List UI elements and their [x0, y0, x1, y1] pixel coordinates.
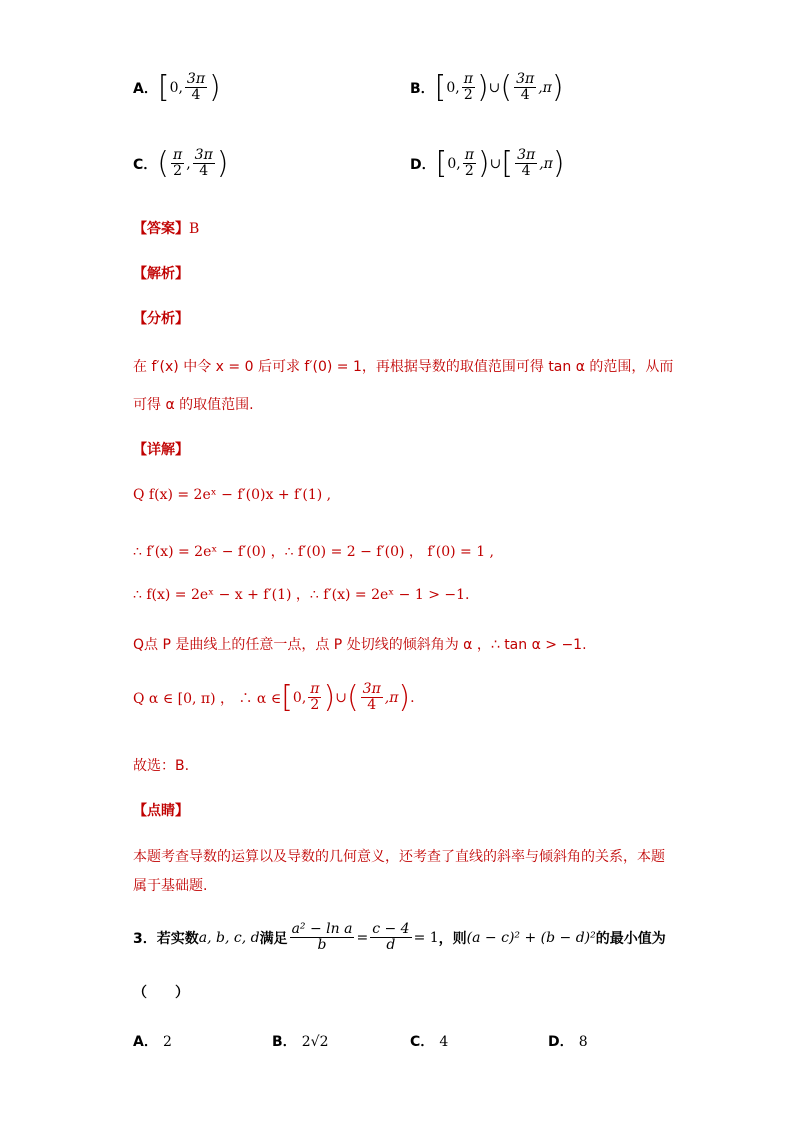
- bracket-left: [: [435, 145, 448, 181]
- paren-left: (: [346, 679, 359, 715]
- q3-option-a-value: 2: [162, 1034, 172, 1050]
- frac-den: 2: [173, 163, 183, 179]
- step-5: [133, 679, 415, 715]
- step-5-fraction-2: [361, 682, 383, 713]
- bracket-left: [: [501, 145, 514, 181]
- option-a-fraction: [185, 72, 207, 103]
- option-d-fraction-2: [515, 148, 537, 179]
- frac-num: 3π: [517, 147, 536, 163]
- fenxi-heading: 【分析】: [133, 311, 189, 327]
- option-d-pi: ,π: [539, 155, 553, 172]
- option-c-fraction-2: [193, 148, 215, 179]
- option-c[interactable]: [133, 145, 229, 181]
- question-then: ，则: [438, 930, 467, 947]
- option-b[interactable]: [410, 69, 564, 105]
- question-3-stem: [133, 922, 666, 953]
- answer-line: [133, 218, 199, 238]
- option-b-label: B．: [410, 80, 435, 97]
- step-5-pi: ,π: [384, 689, 399, 706]
- step-2: ∴ f′(x) = 2eˣ − f′(0) ，∴ f′(0) = 2 − f′(0) ， f′(0) = 1 ,: [133, 544, 495, 560]
- paren-right: ): [476, 69, 489, 105]
- conclusion: 故选：B.: [133, 758, 190, 774]
- paren-left: (: [157, 145, 169, 181]
- step-5-fraction-1: [308, 682, 321, 713]
- option-a-zero: 0,: [169, 79, 183, 96]
- question-number: 3．: [133, 930, 157, 947]
- xiangjie-heading: 【详解】: [133, 442, 189, 458]
- question-fraction-1: [290, 922, 355, 953]
- equals-sign: =: [356, 929, 369, 946]
- frac-den: 4: [367, 697, 377, 713]
- q3-option-d-value: 8: [578, 1034, 588, 1050]
- paren-right: ): [398, 679, 411, 715]
- paren-right: ): [216, 145, 229, 181]
- frac-den: 2: [463, 87, 473, 103]
- paren-right: ): [477, 145, 490, 181]
- option-c-fraction-1: [171, 148, 184, 179]
- option-a[interactable]: [133, 69, 221, 105]
- frac-num: π: [463, 71, 473, 87]
- step-5-prefix: Q α ∈ [0, π) ， ∴ α ∈: [133, 690, 282, 707]
- fenxi-line-2: 可得 α 的取值范围.: [133, 397, 254, 413]
- frac-num: π: [464, 147, 474, 163]
- option-d-fraction-1: [463, 148, 476, 179]
- frac-num: c − 4: [372, 921, 410, 937]
- frac-num: 3π: [186, 71, 206, 87]
- frac-den: d: [386, 937, 396, 953]
- option-b-zero: 0,: [446, 79, 460, 96]
- dianjing-line-2: 属于基础题.: [133, 878, 208, 894]
- dianjing-heading: 【点睛】: [133, 803, 189, 819]
- frac-num: 3π: [194, 147, 213, 163]
- bracket-left: [: [434, 69, 447, 105]
- option-b-fraction-2: [514, 72, 536, 103]
- answer-label: 【答案】: [133, 221, 189, 237]
- question-fraction-2: [370, 922, 411, 953]
- frac-den: 4: [191, 87, 201, 103]
- q3-option-d-label: D．: [548, 1034, 574, 1050]
- q3-option-d[interactable]: [548, 1031, 588, 1051]
- step-1: Q f(x) = 2eˣ − f′(0)x + f′(1) ,: [133, 487, 332, 503]
- option-d[interactable]: [410, 145, 565, 181]
- frac-num: π: [310, 681, 320, 697]
- union-symbol: ∪: [489, 155, 502, 172]
- option-b-pi: ,π: [538, 79, 552, 96]
- answer-value: B: [189, 221, 200, 237]
- option-d-zero: 0,: [447, 155, 461, 172]
- q3-option-c[interactable]: [410, 1031, 448, 1051]
- frac-num: a² − ln a: [291, 921, 353, 937]
- fenxi-line-1: 在 f′(x) 中令 x = 0 后可求 f′(0) = 1，再根据导数的取值范围可得 tan α 的范围，从而: [133, 359, 674, 375]
- step-4: Q点 P 是曲线上的任意一点，点 P 处切线的倾斜角为 α ，∴ tan α > −1.: [133, 637, 587, 653]
- frac-den: b: [317, 937, 327, 953]
- question-expression: (a − c)² + (b − d)²: [466, 929, 596, 946]
- option-c-label: C．: [133, 156, 158, 173]
- question-tail: 的最小值为: [595, 930, 666, 947]
- frac-den: 2: [464, 163, 474, 179]
- bracket-left: [: [157, 69, 170, 105]
- step-5-zero: 0,: [292, 689, 307, 706]
- union-symbol: ∪: [488, 79, 501, 96]
- option-d-label: D．: [410, 156, 436, 173]
- frac-den: 4: [199, 163, 209, 179]
- paren-right: ): [209, 69, 221, 105]
- option-a-label: A．: [133, 80, 158, 97]
- q3-option-c-label: C．: [410, 1034, 435, 1050]
- dianjing-line-1: 本题考查导数的运算以及导数的几何意义，还考查了直线的斜率与倾斜角的关系，本题: [133, 849, 665, 865]
- question-satisfy: 满足: [259, 930, 288, 947]
- question-3-paren: （ ）: [133, 985, 189, 1001]
- frac-den: 4: [520, 87, 530, 103]
- frac-num: π: [173, 147, 183, 163]
- q3-option-b-value: 2√2: [301, 1034, 329, 1050]
- q3-option-c-value: 4: [439, 1034, 449, 1050]
- paren-right: ): [551, 69, 564, 105]
- question-vars: a, b, c, d: [198, 929, 260, 946]
- q3-option-a-label: A．: [133, 1034, 158, 1050]
- paren-right: ): [552, 145, 565, 181]
- q3-option-b-label: B．: [272, 1034, 297, 1050]
- frac-num: 3π: [516, 71, 535, 87]
- frac-num: 3π: [362, 681, 381, 697]
- frac-den: 4: [521, 163, 531, 179]
- analysis-heading: 【解析】: [133, 266, 189, 282]
- step-3: ∴ f(x) = 2eˣ − x + f′(1) ，∴ f′(x) = 2eˣ − 1 > −1.: [133, 587, 470, 603]
- option-b-fraction-1: [462, 72, 475, 103]
- paren-right: ): [323, 679, 336, 715]
- frac-den: 2: [310, 697, 320, 713]
- bracket-left: [: [281, 679, 293, 715]
- question-intro: 若实数: [156, 930, 199, 947]
- equals-one: = 1: [413, 929, 439, 946]
- union-symbol: ∪: [335, 689, 347, 706]
- paren-left: (: [500, 69, 513, 105]
- q3-option-b[interactable]: [272, 1031, 329, 1051]
- comma: ,: [186, 155, 191, 172]
- q3-option-a[interactable]: [133, 1031, 172, 1051]
- step-5-end: .: [410, 689, 415, 706]
